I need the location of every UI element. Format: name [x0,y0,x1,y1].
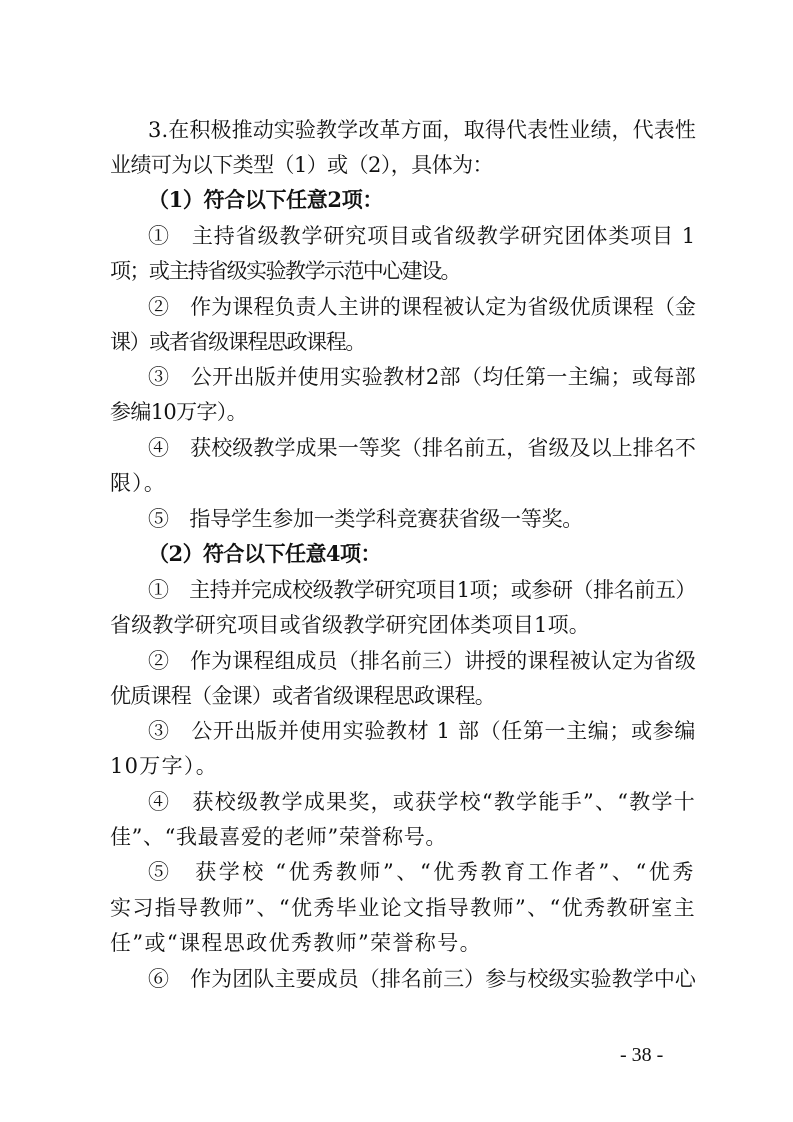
text-line: ④ 获校级教学成果一等奖（排名前五，省级及以上排名不 [148,436,696,460]
text-line: 3.在积极推动实验教学改革方面，取得代表性业绩，代表性 [148,118,696,142]
text-line: （2）符合以下任意4项： [148,541,381,566]
text-line: （1）符合以下任意2项： [148,187,383,212]
text-line: 业绩可为以下类型（1）或（2），具体为： [110,153,493,177]
text-line: ③ 公开出版并使用实验教材 1 部（任第一主编；或参编 [148,719,696,743]
text-line: 优质课程（金课）或者省级课程思政课程。 [110,684,495,708]
text-line: 佳”、“我最喜爱的老师”荣誉称号。 [110,825,447,849]
page-number: - 38 - [620,1044,664,1066]
text-line: ⑤ 获学校 “优秀教师”、“优秀教育工作者”、“优秀 [148,860,696,884]
text-line: ② 作为课程负责人主讲的课程被认定为省级优质课程（金 [148,295,696,319]
text-line: 限）。 [110,471,166,495]
text-line: ④ 获校级教学成果奖，或获学校“教学能手”、“教学十 [148,790,696,814]
text-line: 省级教学研究项目或省级教学研究团体类项目1项。 [110,613,590,637]
text-line: 10万字）。 [110,754,218,778]
text-line: ② 作为课程组成员（排名前三）讲授的课程被认定为省级 [148,649,696,673]
text-line: ③ 公开出版并使用实验教材2部（均任第一主编；或每部 [148,365,696,389]
text-line: 项；或主持省级实验教学示范中心建设。 [110,259,460,283]
text-line: ⑥ 作为团队主要成员（排名前三）参与校级实验教学中心 [148,967,696,991]
text-line: 任”或“课程思政优秀教师”荣誉称号。 [110,931,482,955]
text-line: 实习指导教师”、“优秀毕业论文指导教师”、“优秀教研室主 [110,896,696,920]
text-line: ① 主持省级教学研究项目或省级教学研究团体类项目 1 [148,224,696,248]
text-line: ⑤ 指导学生参加一类学科竞赛获省级一等奖。 [148,507,583,531]
text-line: ① 主持并完成校级教学研究项目1项；或参研（排名前五） [148,578,696,602]
text-line: 课）或者省级课程思政课程。 [110,330,365,354]
text-line: 参编10万字）。 [110,400,247,424]
